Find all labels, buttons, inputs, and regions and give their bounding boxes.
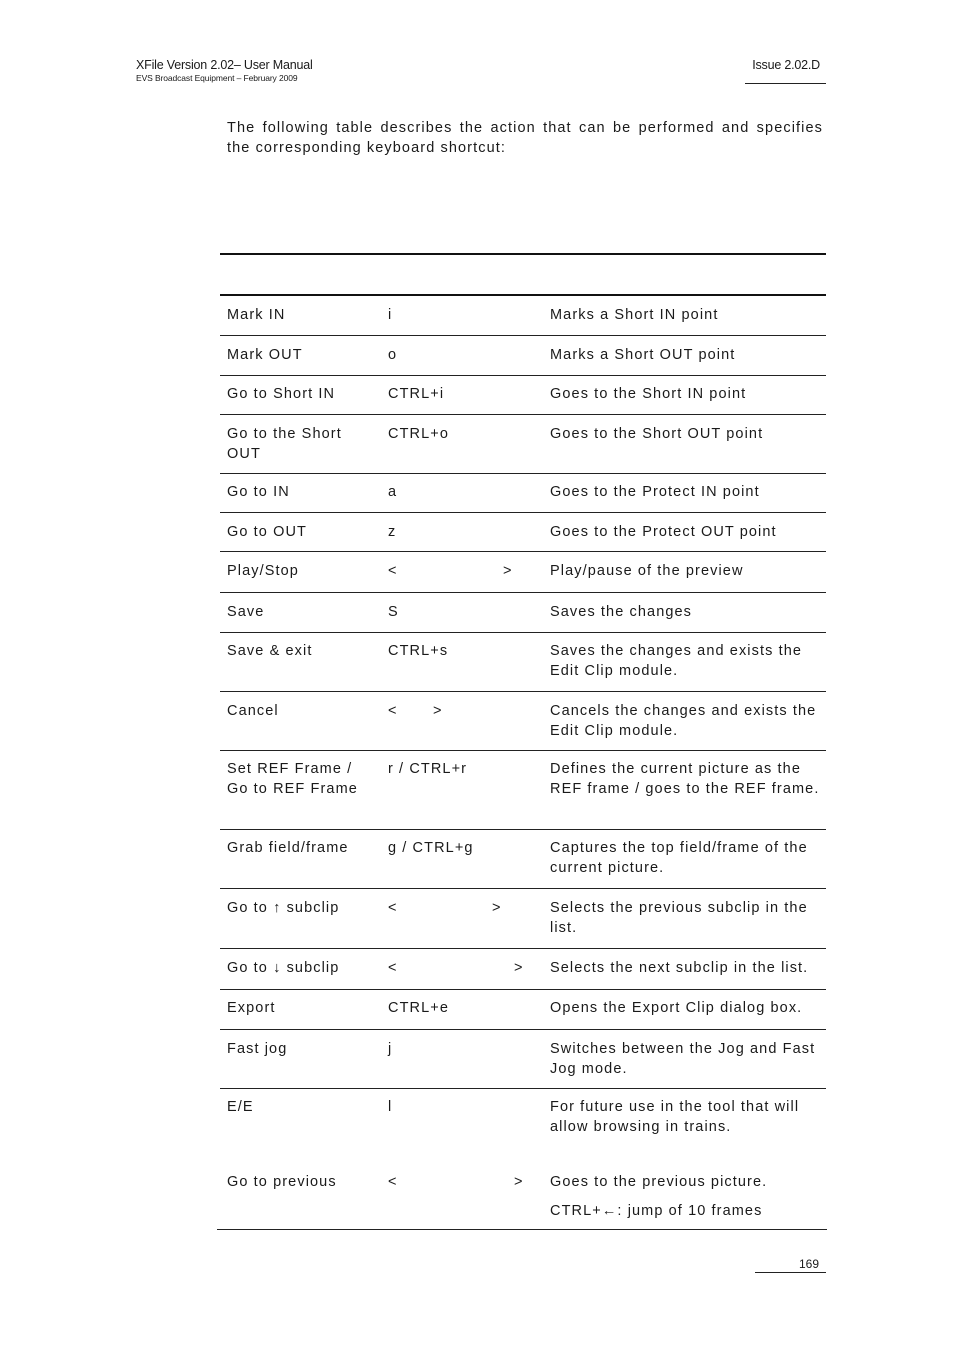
document-subtitle: EVS Broadcast Equipment – February 2009: [136, 73, 298, 83]
description-cell: Switches between the Jog and Fast Jog mode.: [550, 1041, 816, 1077]
page-number-rule: [755, 1272, 826, 1273]
description-cell: Selects the next subclip in the list.: [550, 960, 809, 976]
table-bottom-rule: [217, 1229, 827, 1230]
table-row: [220, 376, 826, 415]
shortcut-cell: CTRL+e: [388, 1000, 449, 1016]
description-cell: Goes to the previous picture.: [550, 1174, 768, 1190]
action-cell: Mark OUT: [227, 347, 303, 363]
key-close-bracket: >: [514, 960, 524, 976]
table-row: [220, 830, 826, 889]
action-cell: Set REF Frame / Go to REF Frame: [227, 761, 358, 797]
table-row: [220, 751, 826, 830]
description-note: CTRL+←: jump of 10 frames: [550, 1203, 763, 1219]
action-cell: Play/Stop: [227, 563, 299, 579]
page-number: 169: [798, 1257, 819, 1271]
description-cell: Cancels the changes and exists the Edit Clip module.: [550, 703, 817, 739]
shortcut-cell: S: [388, 604, 399, 620]
table-row: [220, 336, 826, 376]
key-close-bracket: >: [514, 1174, 524, 1190]
table-row: [220, 990, 826, 1030]
intro-paragraph: The following table describes the action that can be performed and specifies the corresponding keyboard shortcut:: [227, 120, 823, 156]
key-open-bracket: <: [388, 1174, 398, 1190]
shortcut-cell: o: [388, 347, 398, 363]
description-cell: Play/pause of the preview: [550, 563, 744, 579]
action-cell: Go to OUT: [227, 524, 307, 540]
description-cell: Defines the current picture as the REF frame / goes to the REF frame.: [550, 761, 820, 797]
header-divider: [745, 83, 826, 84]
shortcut-cell: g / CTRL+g: [388, 840, 474, 856]
action-cell: Go to IN: [227, 484, 290, 500]
description-cell: Marks a Short OUT point: [550, 347, 736, 363]
shortcut-cell: CTRL+o: [388, 426, 449, 442]
description-cell: Captures the top field/frame of the current picture.: [550, 840, 808, 876]
table-row: [220, 552, 826, 593]
key-close-bracket: >: [503, 563, 513, 579]
key-open-bracket: <: [388, 900, 398, 916]
table-row: [220, 692, 826, 751]
shortcut-cell: CTRL+s: [388, 643, 449, 659]
table-row: [220, 889, 826, 949]
key-close-bracket: >: [492, 900, 502, 916]
table-row: [220, 296, 826, 336]
table-row: [220, 633, 826, 692]
table-row: [220, 474, 826, 513]
key-open-bracket: <: [388, 563, 398, 579]
description-cell: Goes to the Protect IN point: [550, 484, 760, 500]
action-cell: Grab field/frame: [227, 840, 349, 856]
shortcut-cell: a: [388, 484, 398, 500]
action-cell: Go to previous: [227, 1174, 337, 1190]
action-cell: Save & exit: [227, 643, 313, 659]
description-cell: Saves the changes and exists the Edit Clip module.: [550, 643, 803, 679]
description-cell: For future use in the tool that will allow browsing in trains.: [550, 1099, 800, 1135]
table-row: [220, 415, 826, 474]
action-cell: Go to the Short OUT: [227, 426, 342, 462]
action-cell: E/E: [227, 1099, 254, 1115]
table-row: [220, 513, 826, 552]
shortcut-cell: l: [388, 1099, 393, 1115]
description-cell: Selects the previous subclip in the list.: [550, 900, 808, 936]
action-cell: Save: [227, 604, 265, 620]
shortcut-cell: r / CTRL+r: [388, 761, 468, 777]
action-cell: Go to ↑ subclip: [227, 900, 340, 916]
shortcut-cell: i: [388, 307, 393, 323]
action-cell: Go to ↓ subclip: [227, 960, 340, 976]
action-cell: Cancel: [227, 703, 279, 719]
issue-label: Issue 2.02.D: [752, 58, 820, 72]
table-row: [220, 949, 826, 990]
key-close-bracket: >: [433, 703, 443, 719]
description-cell: Saves the changes: [550, 604, 693, 620]
description-cell: Marks a Short IN point: [550, 307, 719, 323]
action-cell: Mark IN: [227, 307, 286, 323]
shortcut-table: [220, 296, 826, 1233]
description-cell: Opens the Export Clip dialog box.: [550, 1000, 803, 1016]
shortcut-cell: j: [388, 1041, 393, 1057]
table-row: [220, 1030, 826, 1089]
running-header: [136, 57, 313, 84]
action-cell: Go to Short IN: [227, 386, 336, 402]
description-cell: Goes to the Short OUT point: [550, 426, 764, 442]
table-row: [220, 593, 826, 633]
table-row: [220, 1089, 826, 1233]
key-open-bracket: <: [388, 703, 398, 719]
document-title: XFile Version 2.02– User Manual: [136, 58, 313, 72]
description-cell: Goes to the Short IN point: [550, 386, 747, 402]
key-open-bracket: <: [388, 960, 398, 976]
table-top-rule: [220, 253, 826, 255]
action-cell: Export: [227, 1000, 276, 1016]
action-cell: Fast jog: [227, 1041, 288, 1057]
description-cell: Goes to the Protect OUT point: [550, 524, 777, 540]
shortcut-cell: z: [388, 524, 397, 540]
shortcut-cell: CTRL+i: [388, 386, 445, 402]
